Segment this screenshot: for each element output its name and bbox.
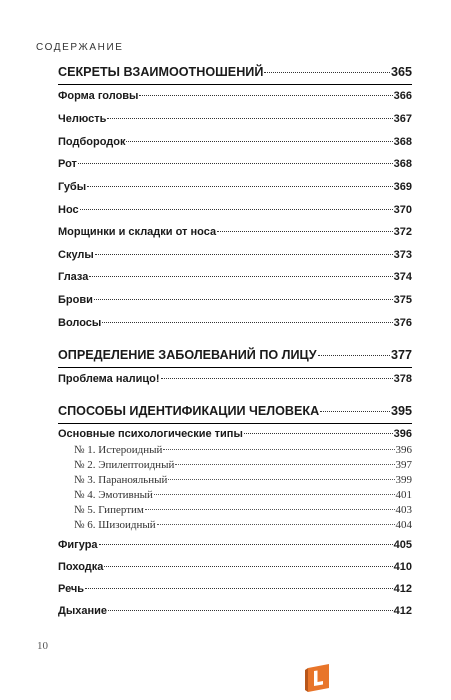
- dot-leader: [107, 118, 392, 119]
- entry-label: Скулы: [58, 249, 94, 261]
- page-ref: 374: [393, 271, 412, 283]
- toc-entry[interactable]: [58, 136, 412, 148]
- toc-entry[interactable]: [58, 226, 412, 238]
- section-rule: [58, 84, 412, 85]
- page-ref: 396: [395, 444, 412, 456]
- dot-leader: [99, 544, 393, 545]
- page-ref: 368: [393, 136, 412, 148]
- page-ref: 410: [393, 561, 412, 573]
- toc-entry[interactable]: [58, 373, 412, 385]
- entry-label: Волосы: [58, 317, 102, 329]
- toc-entry[interactable]: [58, 583, 412, 595]
- page-ref: 373: [393, 249, 412, 261]
- dot-leader: [94, 299, 393, 300]
- toc-entry[interactable]: [58, 428, 412, 440]
- dot-leader: [163, 449, 394, 450]
- toc-entry[interactable]: [58, 539, 412, 551]
- page-ref: 369: [393, 181, 412, 193]
- page-ref: 397: [395, 459, 412, 471]
- toc-entry[interactable]: [58, 181, 412, 193]
- dot-leader: [264, 72, 390, 73]
- page-ref: 365: [390, 65, 412, 79]
- dot-leader: [139, 95, 392, 96]
- page-ref: 412: [393, 583, 412, 595]
- toc-entry[interactable]: [58, 561, 412, 573]
- toc-entry[interactable]: [58, 90, 412, 102]
- entry-label: Челюсть: [58, 113, 107, 125]
- entry-label: № 3. Паранояльный: [74, 474, 168, 486]
- page-ref: 376: [393, 317, 412, 329]
- running-header: СОДЕРЖАНИЕ: [36, 42, 124, 53]
- section-title: СЕКРЕТЫ ВЗАИМООТНОШЕНИЙ: [58, 65, 264, 79]
- dot-leader: [244, 433, 393, 434]
- toc-subentry[interactable]: [74, 519, 412, 531]
- toc-entry[interactable]: [58, 158, 412, 170]
- dot-leader: [104, 566, 392, 567]
- dot-leader: [89, 276, 392, 277]
- dot-leader: [175, 464, 394, 465]
- section-rule: [58, 423, 412, 424]
- toc-entry[interactable]: [58, 271, 412, 283]
- entry-label: № 5. Гипертим: [74, 504, 144, 516]
- page-ref: 412: [393, 605, 412, 617]
- page-ref: 405: [393, 539, 412, 551]
- entry-label: № 6. Шизоидный: [74, 519, 156, 531]
- toc-section-heading[interactable]: [58, 404, 412, 418]
- page-number: 10: [37, 640, 48, 652]
- toc-entry[interactable]: [58, 204, 412, 216]
- entry-label: Форма головы: [58, 90, 139, 102]
- entry-label: № 2. Эпилептоидный: [74, 459, 175, 471]
- dot-leader: [318, 355, 390, 356]
- dot-leader: [154, 494, 395, 495]
- dot-leader: [78, 163, 393, 164]
- page-ref: 401: [395, 489, 412, 501]
- toc-entry[interactable]: [58, 249, 412, 261]
- entry-label: Морщинки и складки от носа: [58, 226, 217, 238]
- toc-entry[interactable]: [58, 294, 412, 306]
- page-ref: 404: [395, 519, 412, 531]
- page-ref: 377: [390, 348, 412, 362]
- toc-entry[interactable]: [58, 317, 412, 329]
- entry-label: Рот: [58, 158, 77, 170]
- dot-leader: [87, 186, 393, 187]
- dot-leader: [126, 141, 392, 142]
- section-title: СПОСОБЫ ИДЕНТИФИКАЦИИ ЧЕЛОВЕКА: [58, 404, 320, 418]
- entry-label: Походка: [58, 561, 104, 573]
- entry-label: Губы: [58, 181, 87, 193]
- entry-label: Брови: [58, 294, 93, 306]
- dot-leader: [102, 322, 392, 323]
- page-ref: 395: [390, 404, 412, 418]
- toc-subentry[interactable]: [74, 474, 412, 486]
- entry-label: Подбородок: [58, 136, 126, 148]
- toc-subentry[interactable]: [74, 504, 412, 516]
- section-rule: [58, 367, 412, 368]
- entry-label: Фигура: [58, 539, 98, 551]
- dot-leader: [168, 479, 394, 480]
- toc-section-heading[interactable]: [58, 348, 412, 362]
- entry-label: № 1. Истероидный: [74, 444, 163, 456]
- entry-label: Нос: [58, 204, 79, 216]
- toc-entry[interactable]: [58, 113, 412, 125]
- toc-section-heading[interactable]: [58, 65, 412, 79]
- entry-label: Дыхание: [58, 605, 107, 617]
- toc-subentry[interactable]: [74, 489, 412, 501]
- entry-label: Проблема налицо!: [58, 373, 160, 385]
- page-ref: 368: [393, 158, 412, 170]
- publisher-logo-icon: [305, 664, 329, 692]
- dot-leader: [157, 524, 395, 525]
- page-ref: 378: [393, 373, 412, 385]
- dot-leader: [80, 209, 393, 210]
- page-ref: 366: [393, 90, 412, 102]
- dot-leader: [145, 509, 395, 510]
- toc-subentry[interactable]: [74, 444, 412, 456]
- toc-subentry[interactable]: [74, 459, 412, 471]
- entry-label: Речь: [58, 583, 85, 595]
- entry-label: Основные психологические типы: [58, 428, 243, 440]
- page-ref: 372: [393, 226, 412, 238]
- page-ref: 375: [393, 294, 412, 306]
- dot-leader: [161, 378, 393, 379]
- dot-leader: [320, 411, 390, 412]
- toc-entry[interactable]: [58, 605, 412, 617]
- dot-leader: [108, 610, 393, 611]
- section-title: ОПРЕДЕЛЕНИЕ ЗАБОЛЕВАНИЙ ПО ЛИЦУ: [58, 348, 317, 362]
- page-ref: 370: [393, 204, 412, 216]
- dot-leader: [95, 254, 393, 255]
- page-ref: 399: [395, 474, 412, 486]
- dot-leader: [217, 231, 393, 232]
- dot-leader: [85, 588, 393, 589]
- entry-label: № 4. Эмотивный: [74, 489, 153, 501]
- entry-label: Глаза: [58, 271, 89, 283]
- page-ref: 403: [395, 504, 412, 516]
- page-ref: 367: [393, 113, 412, 125]
- page-ref: 396: [393, 428, 412, 440]
